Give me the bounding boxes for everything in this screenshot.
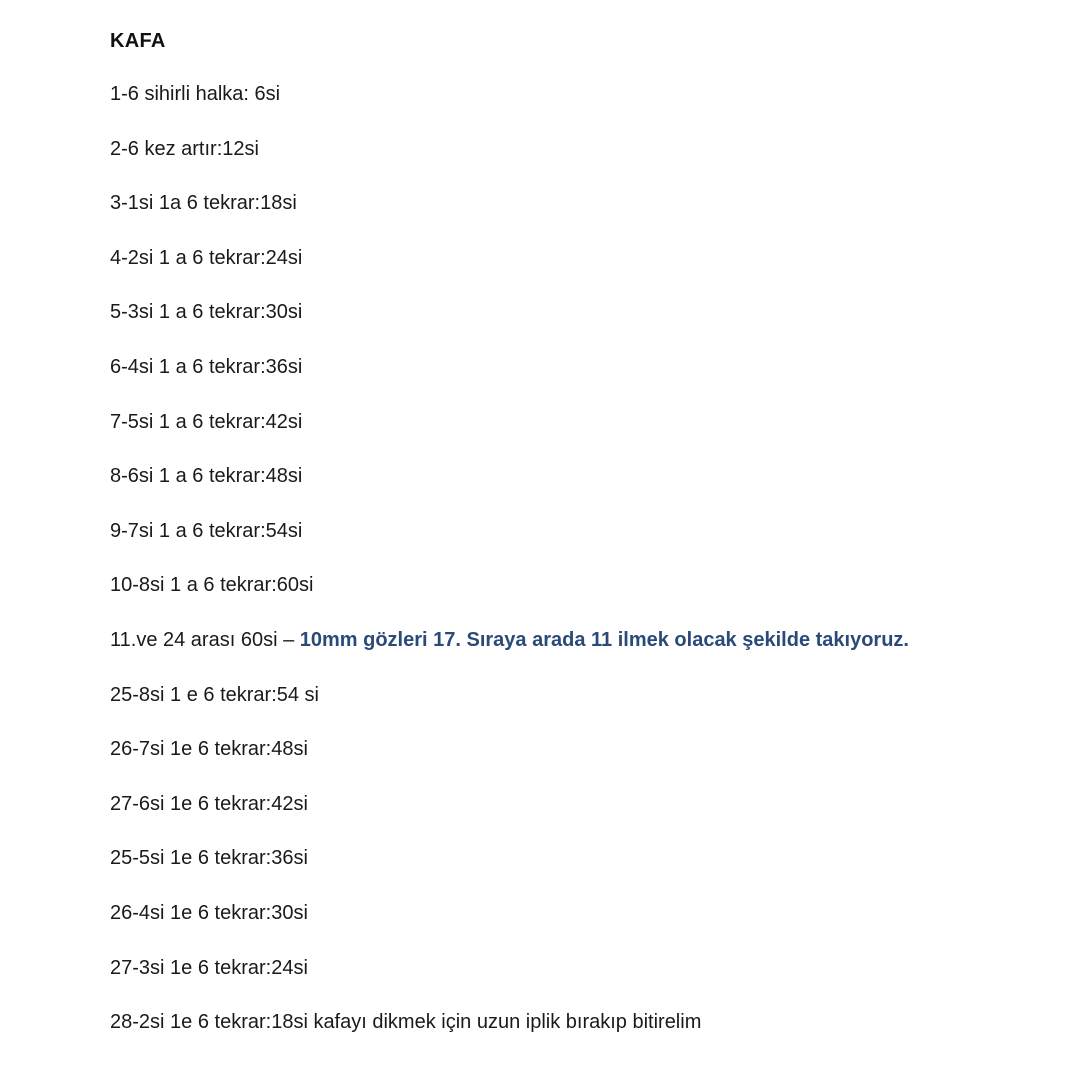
pattern-row-with-note — [110, 627, 909, 682]
row-text: 7-5si 1 a 6 tekrar:42si — [110, 410, 303, 433]
row-text: 27-3si 1e 6 tekrar:24si — [110, 956, 308, 979]
row-text: 26-7si 1e 6 tekrar:48si — [110, 738, 308, 761]
pattern-row — [110, 900, 909, 955]
pattern-row — [110, 354, 909, 409]
row-text: 3-1si 1a 6 tekrar:18si — [110, 192, 297, 215]
row-text: 25-8si 1 e 6 tekrar:54 si — [110, 683, 319, 706]
row-text: 11.ve 24 arası 60si – — [110, 628, 300, 651]
row-text: 2-6 kez artır:12si — [110, 137, 259, 160]
row-text: 9-7si 1 a 6 tekrar:54si — [110, 519, 303, 542]
row-text: 25-5si 1e 6 tekrar:36si — [110, 847, 308, 870]
pattern-row — [110, 955, 909, 1010]
row-text: 6-4si 1 a 6 tekrar:36si — [110, 355, 303, 378]
pattern-row — [110, 791, 909, 846]
pattern-rows-list — [110, 81, 909, 1064]
pattern-row — [110, 81, 909, 136]
row-text: 10-8si 1 a 6 tekrar:60si — [110, 574, 314, 597]
row-text: 4-2si 1 a 6 tekrar:24si — [110, 246, 303, 269]
document-heading: KAFA — [110, 30, 166, 52]
pattern-row — [110, 299, 909, 354]
row-text: 27-6si 1e 6 tekrar:42si — [110, 792, 308, 815]
pattern-row — [110, 736, 909, 791]
pattern-row — [110, 136, 909, 191]
row-text: 26-4si 1e 6 tekrar:30si — [110, 901, 308, 924]
pattern-row — [110, 1009, 909, 1064]
row-text: 1-6 sihirli halka: 6si — [110, 83, 281, 105]
eye-placement-note: 10mm gözleri 17. Sıraya arada 11 ilmek olacak şekilde takıyoruz. — [299, 628, 909, 651]
row-text: 28-2si 1e 6 tekrar:18si kafayı dikmek için uzun iplik bırakıp bitirelim — [110, 1011, 702, 1034]
row-text: 8-6si 1 a 6 tekrar:48si — [110, 465, 303, 488]
pattern-row — [110, 463, 909, 518]
pattern-row — [110, 245, 909, 300]
row-text: 5-3si 1 a 6 tekrar:30si — [110, 301, 303, 324]
pattern-row — [110, 190, 909, 245]
pattern-row — [110, 572, 909, 627]
pattern-row — [110, 845, 909, 900]
pattern-row — [110, 682, 909, 737]
pattern-row — [110, 518, 909, 573]
pattern-row — [110, 409, 909, 464]
